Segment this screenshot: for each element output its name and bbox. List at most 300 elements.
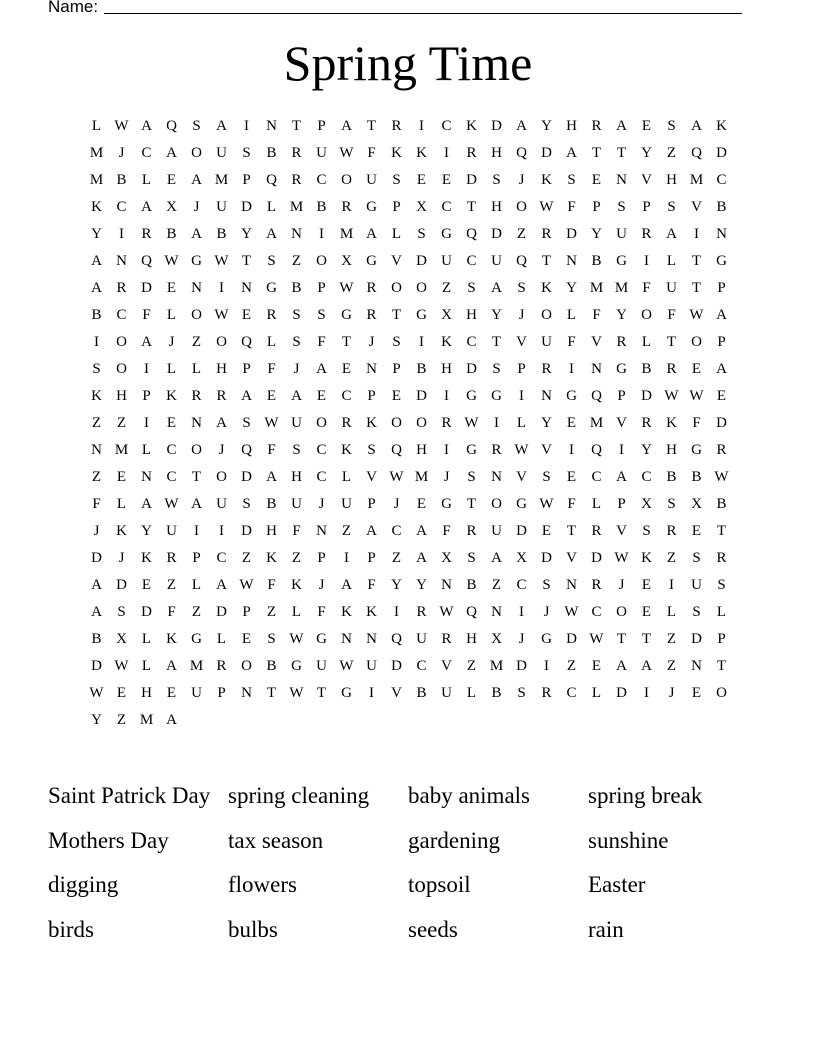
grid-letter: C xyxy=(566,685,577,701)
grid-letter: I xyxy=(94,334,99,350)
grid-letter: O xyxy=(191,442,202,458)
grid-letter: S xyxy=(117,604,126,620)
grid-letter: C xyxy=(166,442,177,458)
grid-letter: W xyxy=(664,388,679,404)
grid-letter: R xyxy=(441,415,452,431)
grid-letter: U xyxy=(666,280,677,296)
grid-letter: J xyxy=(443,469,450,485)
grid-letter: V xyxy=(691,199,702,215)
grid-letter: Q xyxy=(241,334,252,350)
grid-letter: P xyxy=(617,388,626,404)
grid-letter: H xyxy=(291,469,302,485)
grid-letter: C xyxy=(591,469,602,485)
grid-letter: R xyxy=(391,118,402,134)
grid-letter: Q xyxy=(691,145,702,161)
grid-letter: E xyxy=(116,685,127,701)
letter-grid xyxy=(84,113,734,734)
grid-letter: I xyxy=(569,361,574,377)
grid-letter: K xyxy=(341,442,352,458)
grid-letter: F xyxy=(317,604,326,620)
grid-letter: Y xyxy=(391,577,402,593)
grid-letter: U xyxy=(291,496,302,512)
grid-letter: P xyxy=(717,280,726,296)
grid-letter: F xyxy=(92,496,101,512)
grid-letter: O xyxy=(216,469,227,485)
grid-letter: V xyxy=(641,172,652,188)
grid-letter: N xyxy=(541,388,552,404)
grid-letter: Q xyxy=(466,604,477,620)
grid-letter: G xyxy=(291,658,302,674)
grid-letter: G xyxy=(416,307,427,323)
grid-letter: Q xyxy=(516,145,527,161)
grid-letter: P xyxy=(367,496,376,512)
grid-letter: R xyxy=(366,307,377,323)
grid-letter: L xyxy=(216,631,227,647)
grid-letter: F xyxy=(142,307,151,323)
grid-letter: G xyxy=(191,253,202,269)
grid-letter: K xyxy=(166,388,177,404)
grid-letter: F xyxy=(317,334,326,350)
grid-letter: A xyxy=(316,361,327,377)
grid-letter: E xyxy=(541,523,552,539)
grid-letter: L xyxy=(391,226,402,242)
grid-letter: W xyxy=(239,577,254,593)
grid-letter: E xyxy=(716,388,727,404)
grid-letter: E xyxy=(241,631,252,647)
grid-letter: B xyxy=(491,685,502,701)
grid-letter: W xyxy=(689,307,704,323)
grid-letter: L xyxy=(191,577,202,593)
grid-letter: B xyxy=(266,145,277,161)
grid-letter: O xyxy=(716,685,727,701)
name-field xyxy=(48,0,742,17)
grid-letter: U xyxy=(366,658,377,674)
grid-letter: F xyxy=(367,577,376,593)
grid-letter: D xyxy=(116,577,127,593)
grid-letter: L xyxy=(516,415,527,431)
grid-letter: L xyxy=(591,496,602,512)
grid-letter: A xyxy=(416,550,427,566)
grid-letter: S xyxy=(242,496,251,512)
grid-letter: R xyxy=(341,199,352,215)
grid-letter: G xyxy=(441,226,452,242)
grid-letter: V xyxy=(591,334,602,350)
grid-letter: Y xyxy=(591,226,602,242)
grid-letter: A xyxy=(366,523,377,539)
grid-letter: M xyxy=(289,199,304,215)
grid-letter: E xyxy=(266,388,277,404)
grid-letter: I xyxy=(694,226,699,242)
grid-letter: S xyxy=(267,631,276,647)
grid-letter: I xyxy=(369,685,374,701)
grid-letter: A xyxy=(616,469,627,485)
grid-letter: T xyxy=(191,469,202,485)
grid-letter: D xyxy=(241,469,252,485)
grid-letter: M xyxy=(214,172,229,188)
grid-letter: T xyxy=(541,253,552,269)
grid-letter: F xyxy=(267,442,276,458)
grid-letter: K xyxy=(391,145,402,161)
grid-letter: Q xyxy=(166,118,177,134)
grid-letter: A xyxy=(241,388,252,404)
grid-letter: Z xyxy=(666,145,677,161)
grid-letter: G xyxy=(466,388,477,404)
grid-letter: D xyxy=(416,253,427,269)
grid-letter: A xyxy=(91,253,102,269)
grid-letter: G xyxy=(541,631,552,647)
grid-letter: R xyxy=(366,280,377,296)
grid-letter: A xyxy=(716,307,727,323)
grid-letter: Z xyxy=(266,604,277,620)
grid-letter: I xyxy=(219,523,224,539)
grid-letter: G xyxy=(566,388,577,404)
grid-letter: O xyxy=(191,307,202,323)
grid-letter: K xyxy=(416,145,427,161)
grid-letter: L xyxy=(166,361,177,377)
grid-letter: R xyxy=(416,604,427,620)
grid-letter: R xyxy=(641,226,652,242)
grid-letter: A xyxy=(141,334,152,350)
grid-letter: S xyxy=(617,199,626,215)
grid-letter: I xyxy=(644,685,649,701)
grid-letter: C xyxy=(466,334,477,350)
grid-letter: Z xyxy=(241,550,252,566)
grid-letter: N xyxy=(91,442,102,458)
grid-letter: H xyxy=(491,145,502,161)
grid-letter: E xyxy=(591,172,602,188)
grid-letter: M xyxy=(114,442,129,458)
grid-letter: R xyxy=(116,280,127,296)
grid-letter: R xyxy=(166,550,177,566)
grid-letter: D xyxy=(466,361,477,377)
grid-letter: J xyxy=(393,496,400,512)
grid-letter: K xyxy=(91,199,102,215)
grid-letter: R xyxy=(466,523,477,539)
grid-letter: J xyxy=(618,577,625,593)
grid-letter: O xyxy=(316,253,327,269)
grid-letter: D xyxy=(416,388,427,404)
grid-letter: L xyxy=(466,685,477,701)
grid-letter: P xyxy=(242,172,251,188)
grid-letter: P xyxy=(717,631,726,647)
grid-letter: W xyxy=(539,199,554,215)
grid-letter: P xyxy=(717,334,726,350)
grid-letter: Y xyxy=(416,577,427,593)
grid-letter: I xyxy=(569,442,574,458)
grid-letter: G xyxy=(441,496,452,512)
grid-letter: M xyxy=(589,280,604,296)
grid-letter: I xyxy=(144,415,149,431)
grid-letter: X xyxy=(641,496,652,512)
grid-letter: X xyxy=(416,199,427,215)
grid-letter: I xyxy=(444,145,449,161)
grid-letter: O xyxy=(516,199,527,215)
grid-letter: U xyxy=(316,145,327,161)
word-bank-item: spring break xyxy=(588,783,703,808)
word-bank-item: birds xyxy=(48,916,94,942)
grid-letter: U xyxy=(491,523,502,539)
grid-letter: N xyxy=(141,469,152,485)
grid-letter: M xyxy=(689,172,704,188)
grid-letter: B xyxy=(416,361,427,377)
grid-letter: J xyxy=(93,523,100,539)
word-bank-item: flowers xyxy=(228,872,297,897)
grid-letter: L xyxy=(116,496,127,512)
grid-letter: Z xyxy=(116,415,127,431)
grid-letter: L xyxy=(141,658,152,674)
grid-letter: T xyxy=(666,334,677,350)
grid-letter: E xyxy=(241,307,252,323)
grid-letter: K xyxy=(366,415,377,431)
grid-letter: J xyxy=(193,199,200,215)
grid-letter: R xyxy=(191,388,202,404)
grid-letter: E xyxy=(641,604,652,620)
grid-letter: Z xyxy=(166,577,177,593)
grid-letter: F xyxy=(267,361,276,377)
grid-letter: J xyxy=(318,577,325,593)
grid-letter: U xyxy=(366,172,377,188)
grid-letter: G xyxy=(341,685,352,701)
grid-letter: U xyxy=(416,631,427,647)
grid-letter: G xyxy=(491,388,502,404)
grid-letter: A xyxy=(191,172,202,188)
grid-letter: A xyxy=(491,550,502,566)
grid-letter: I xyxy=(219,280,224,296)
grid-letter: W xyxy=(114,118,129,134)
grid-letter: D xyxy=(491,118,502,134)
grid-letter: W xyxy=(214,307,229,323)
grid-letter: O xyxy=(641,307,652,323)
grid-letter: J xyxy=(118,550,125,566)
grid-letter: C xyxy=(641,469,652,485)
grid-letter: B xyxy=(91,631,102,647)
grid-letter: I xyxy=(319,226,324,242)
grid-letter: M xyxy=(414,469,429,485)
grid-letter: K xyxy=(116,523,127,539)
grid-letter: R xyxy=(216,388,227,404)
grid-letter: W xyxy=(339,280,354,296)
grid-letter: Q xyxy=(391,631,402,647)
grid-letter: A xyxy=(616,118,627,134)
grid-letter: S xyxy=(392,172,401,188)
grid-letter: B xyxy=(716,199,727,215)
grid-letter: Q xyxy=(466,226,477,242)
grid-letter: A xyxy=(641,658,652,674)
name-underline xyxy=(104,12,742,14)
grid-letter: W xyxy=(439,604,454,620)
grid-letter: B xyxy=(216,226,227,242)
grid-letter: L xyxy=(641,334,652,350)
grid-letter: P xyxy=(217,685,226,701)
grid-letter: I xyxy=(494,415,499,431)
grid-letter: W xyxy=(164,496,179,512)
grid-letter: L xyxy=(566,307,577,323)
grid-letter: T xyxy=(691,280,702,296)
grid-letter: F xyxy=(692,415,701,431)
grid-letter: E xyxy=(691,523,702,539)
grid-letter: P xyxy=(242,604,251,620)
grid-letter: I xyxy=(244,118,249,134)
grid-letter: C xyxy=(516,577,527,593)
grid-letter: G xyxy=(716,253,727,269)
grid-letter: O xyxy=(241,658,252,674)
grid-letter: S xyxy=(667,199,676,215)
grid-letter: Z xyxy=(441,280,452,296)
grid-letter: N xyxy=(441,577,452,593)
grid-letter: T xyxy=(391,307,402,323)
grid-letter: S xyxy=(492,172,501,188)
grid-letter: W xyxy=(539,496,554,512)
grid-letter: M xyxy=(89,145,104,161)
grid-letter: I xyxy=(519,388,524,404)
grid-letter: U xyxy=(191,685,202,701)
grid-letter: B xyxy=(316,199,327,215)
grid-letter: C xyxy=(166,469,177,485)
grid-letter: S xyxy=(667,118,676,134)
grid-letter: N xyxy=(191,415,202,431)
grid-letter: Z xyxy=(666,658,677,674)
grid-letter: I xyxy=(519,604,524,620)
grid-letter: T xyxy=(716,658,727,674)
grid-letter: S xyxy=(292,442,301,458)
grid-letter: J xyxy=(293,361,300,377)
grid-letter: W xyxy=(264,415,279,431)
grid-letter: A xyxy=(91,577,102,593)
grid-letter: D xyxy=(241,199,252,215)
grid-letter: S xyxy=(242,145,251,161)
grid-letter: X xyxy=(691,496,702,512)
grid-letter: J xyxy=(518,307,525,323)
grid-letter: B xyxy=(166,226,177,242)
grid-letter: E xyxy=(641,118,652,134)
grid-letter: P xyxy=(392,361,401,377)
grid-letter: R xyxy=(591,577,602,593)
grid-letter: K xyxy=(466,118,477,134)
grid-letter: H xyxy=(216,361,227,377)
grid-letter: C xyxy=(316,442,327,458)
grid-letter: B xyxy=(666,469,677,485)
grid-letter: A xyxy=(366,226,377,242)
grid-letter: X xyxy=(441,550,452,566)
grid-letter: X xyxy=(341,253,352,269)
grid-letter: J xyxy=(543,604,550,620)
grid-letter: N xyxy=(291,226,302,242)
grid-letter: E xyxy=(391,388,402,404)
grid-letter: R xyxy=(616,334,627,350)
grid-letter: I xyxy=(644,253,649,269)
grid-letter: K xyxy=(291,577,302,593)
grid-letter: N xyxy=(566,577,577,593)
grid-letter: O xyxy=(541,307,552,323)
grid-letter: S xyxy=(717,577,726,593)
grid-letter: S xyxy=(392,334,401,350)
grid-letter: L xyxy=(341,469,352,485)
grid-letter: V xyxy=(616,415,627,431)
grid-letter: A xyxy=(266,226,277,242)
grid-letter: O xyxy=(691,334,702,350)
grid-letter: F xyxy=(592,307,601,323)
grid-letter: Y xyxy=(491,307,502,323)
grid-letter: C xyxy=(466,253,477,269)
grid-letter: Y xyxy=(616,307,627,323)
grid-letter: U xyxy=(341,496,352,512)
grid-letter: R xyxy=(541,685,552,701)
word-bank-item: Mothers Day xyxy=(48,827,169,853)
grid-letter: C xyxy=(216,550,227,566)
grid-letter: I xyxy=(419,334,424,350)
grid-letter: A xyxy=(266,469,277,485)
grid-letter: R xyxy=(441,631,452,647)
grid-letter: U xyxy=(216,199,227,215)
grid-letter: S xyxy=(642,523,651,539)
grid-letter: A xyxy=(166,712,177,728)
grid-letter: W xyxy=(164,253,179,269)
grid-letter: B xyxy=(591,253,602,269)
grid-letter: S xyxy=(267,253,276,269)
grid-letter: I xyxy=(444,388,449,404)
grid-letter: Z xyxy=(491,577,502,593)
grid-letter: Y xyxy=(641,442,652,458)
grid-letter: Z xyxy=(516,226,527,242)
grid-letter: C xyxy=(341,388,352,404)
grid-letter: E xyxy=(166,280,177,296)
word-bank xyxy=(48,777,748,955)
grid-letter: A xyxy=(216,415,227,431)
grid-letter: T xyxy=(616,145,627,161)
grid-letter: J xyxy=(318,496,325,512)
grid-letter: G xyxy=(341,307,352,323)
grid-letter: T xyxy=(591,145,602,161)
grid-letter: Y xyxy=(91,226,102,242)
grid-letter: R xyxy=(541,361,552,377)
grid-letter: J xyxy=(118,145,125,161)
grid-letter: A xyxy=(341,118,352,134)
grid-letter: M xyxy=(339,226,354,242)
grid-letter: I xyxy=(619,442,624,458)
grid-letter: Y xyxy=(141,523,152,539)
grid-letter: Z xyxy=(466,658,477,674)
grid-letter: J xyxy=(518,172,525,188)
grid-letter: A xyxy=(216,118,227,134)
grid-letter: L xyxy=(266,199,277,215)
grid-letter: R xyxy=(466,145,477,161)
grid-letter: L xyxy=(141,442,152,458)
grid-letter: W xyxy=(589,631,604,647)
grid-letter: N xyxy=(691,658,702,674)
word-bank-item: Easter xyxy=(588,872,646,897)
grid-letter: Q xyxy=(241,442,252,458)
grid-letter: D xyxy=(91,658,102,674)
page-title: Spring Time xyxy=(283,35,533,91)
grid-letter: P xyxy=(317,550,326,566)
grid-letter: V xyxy=(391,685,402,701)
grid-letter: A xyxy=(141,118,152,134)
grid-letter: L xyxy=(716,604,727,620)
grid-letter: T xyxy=(291,118,302,134)
grid-letter: K xyxy=(91,388,102,404)
grid-letter: Q xyxy=(141,253,152,269)
grid-letter: F xyxy=(567,334,576,350)
grid-letter: C xyxy=(116,199,127,215)
grid-letter: I xyxy=(419,118,424,134)
grid-letter: D xyxy=(716,145,727,161)
grid-letter: A xyxy=(716,361,727,377)
grid-letter: V xyxy=(516,334,527,350)
grid-letter: E xyxy=(566,469,577,485)
grid-letter: Z xyxy=(191,604,202,620)
grid-letter: P xyxy=(392,199,401,215)
grid-letter: O xyxy=(316,415,327,431)
